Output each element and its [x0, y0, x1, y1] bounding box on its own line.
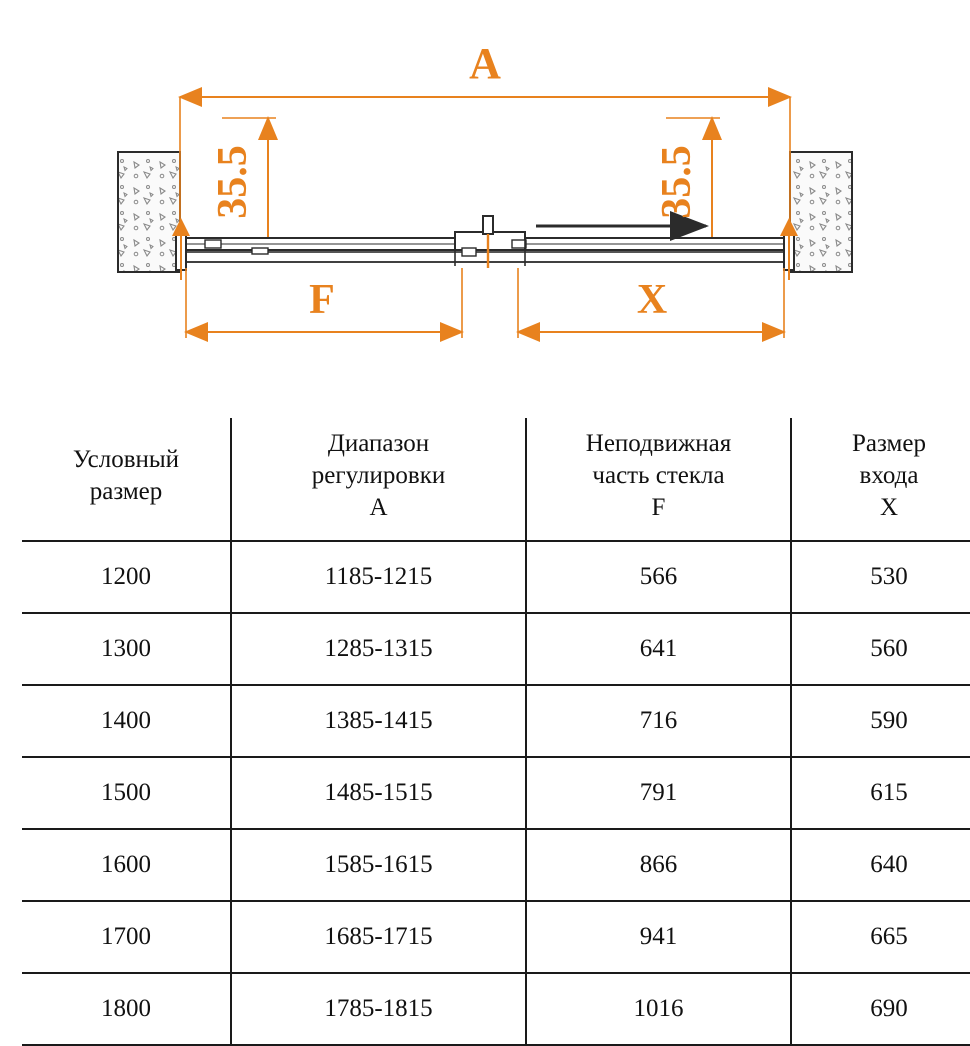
table-row [22, 901, 970, 973]
cell-entrance: 665 [791, 901, 970, 973]
spec-table-container [22, 418, 948, 1046]
cell-fixed: 641 [526, 613, 791, 685]
col-header-range-line1: Диапазон [327, 430, 430, 457]
col-header-size [22, 418, 231, 541]
col-header-entrance-line3: X [879, 494, 899, 521]
table-row [22, 613, 970, 685]
col-header-entrance-line2: входа [859, 462, 919, 489]
cell-entrance: 590 [791, 685, 970, 757]
label-x: X [636, 277, 668, 323]
cell-range: 1185-1215 [231, 541, 526, 613]
cell-range: 1385-1415 [231, 685, 526, 757]
cell-fixed: 791 [526, 757, 791, 829]
cell-size: 1800 [22, 973, 231, 1045]
col-header-range-line2: регулировки [311, 462, 446, 489]
col-header-fixed-line1: Неподвижная [585, 430, 732, 457]
label-f: F [309, 277, 335, 323]
cell-range: 1285-1315 [231, 613, 526, 685]
col-header-fixed-line3: F [651, 494, 666, 521]
cell-size: 1300 [22, 613, 231, 685]
table-row [22, 757, 970, 829]
cell-range: 1585-1615 [231, 829, 526, 901]
cell-range: 1685-1715 [231, 901, 526, 973]
col-header-fixed-line2: часть стекла [592, 462, 725, 489]
col-header-entrance-line1: Размер [852, 430, 926, 457]
table-row [22, 973, 970, 1045]
cell-size: 1500 [22, 757, 231, 829]
cell-entrance: 560 [791, 613, 970, 685]
label-a: A [469, 39, 501, 88]
cell-entrance: 640 [791, 829, 970, 901]
cell-size: 1400 [22, 685, 231, 757]
cell-range: 1785-1815 [231, 973, 526, 1045]
cell-fixed: 1016 [526, 973, 791, 1045]
wall-left [118, 152, 180, 272]
label-left-35-5: 35.5 [210, 145, 256, 219]
cell-entrance: 690 [791, 973, 970, 1045]
col-header-fixed [526, 418, 791, 541]
cell-size: 1200 [22, 541, 231, 613]
spec-table-header-row [22, 418, 970, 541]
cell-range: 1485-1515 [231, 757, 526, 829]
col-header-range-line3: A [369, 494, 388, 521]
table-row [22, 829, 970, 901]
col-header-entrance [791, 418, 970, 541]
col-header-range [231, 418, 526, 541]
cell-fixed: 566 [526, 541, 791, 613]
label-right-35-5: 35.5 [654, 145, 700, 219]
cell-entrance: 530 [791, 541, 970, 613]
cell-entrance: 615 [791, 757, 970, 829]
table-row [22, 685, 970, 757]
spec-table-head [22, 418, 970, 541]
col-header-size-line2: размер [89, 478, 163, 505]
col-header-size-line1: Условный [72, 446, 180, 473]
spec-table-body [22, 541, 970, 1045]
spec-table [22, 418, 970, 1046]
wall-right [790, 152, 852, 272]
table-row [22, 541, 970, 613]
cell-fixed: 941 [526, 901, 791, 973]
cell-size: 1600 [22, 829, 231, 901]
technical-drawing [0, 0, 970, 400]
cell-fixed: 716 [526, 685, 791, 757]
cell-fixed: 866 [526, 829, 791, 901]
cell-size: 1700 [22, 901, 231, 973]
